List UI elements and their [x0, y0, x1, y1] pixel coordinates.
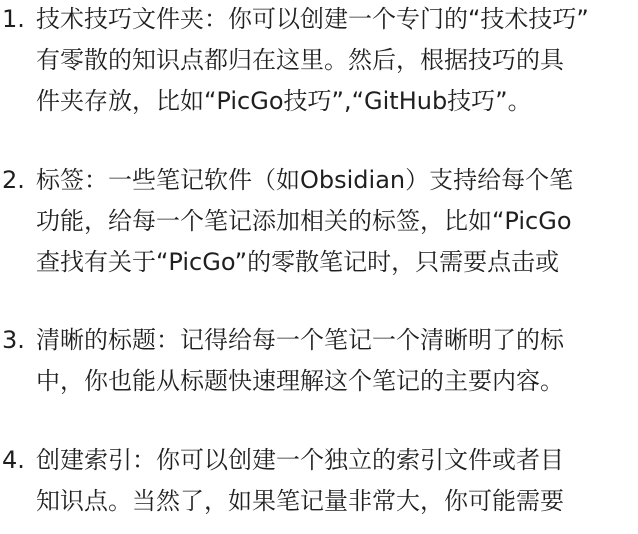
- list-item-text-line: 中，你也能从标题快速理解这个笔记的主要内容。: [36, 367, 564, 395]
- list-item-text-line: 查找有关于“PicGo”的零散笔记时，只需要点击或: [36, 248, 560, 276]
- list-item-text-line: 知识点。当然了，如果笔记量非常大，你可能需要: [36, 487, 564, 515]
- list-item-3: [0, 320, 638, 402]
- list-number: 4.: [2, 446, 25, 474]
- list-item-text-line: 清晰的标题：记得给每一个笔记一个清晰明了的标: [36, 326, 564, 354]
- list-number: 1.: [2, 5, 25, 33]
- list-number: 3.: [2, 326, 25, 354]
- list-item-text-line: 创建索引：你可以创建一个独立的索引文件或者目: [36, 446, 564, 474]
- list-item-text-line: 技术技巧文件夹：你可以创建一个专门的“技术技巧”: [36, 5, 589, 33]
- list-number: 2.: [2, 166, 25, 194]
- list-item-1: [0, 0, 638, 122]
- list-item-text-line: 标签：一些笔记软件（如Obsidian）支持给每个笔: [36, 166, 574, 194]
- list-item-text-line: 有零散的知识点都归在这里。然后，根据技巧的具: [36, 46, 564, 74]
- list-item-text-line: 功能，给每一个笔记添加相关的标签，比如“PicGo: [36, 207, 572, 235]
- list-item-2: [0, 160, 638, 283]
- list-item-text-line: 件夹存放，比如“PicGo技巧”,“GitHub技巧”。: [36, 87, 532, 115]
- list-item-4: [0, 440, 638, 522]
